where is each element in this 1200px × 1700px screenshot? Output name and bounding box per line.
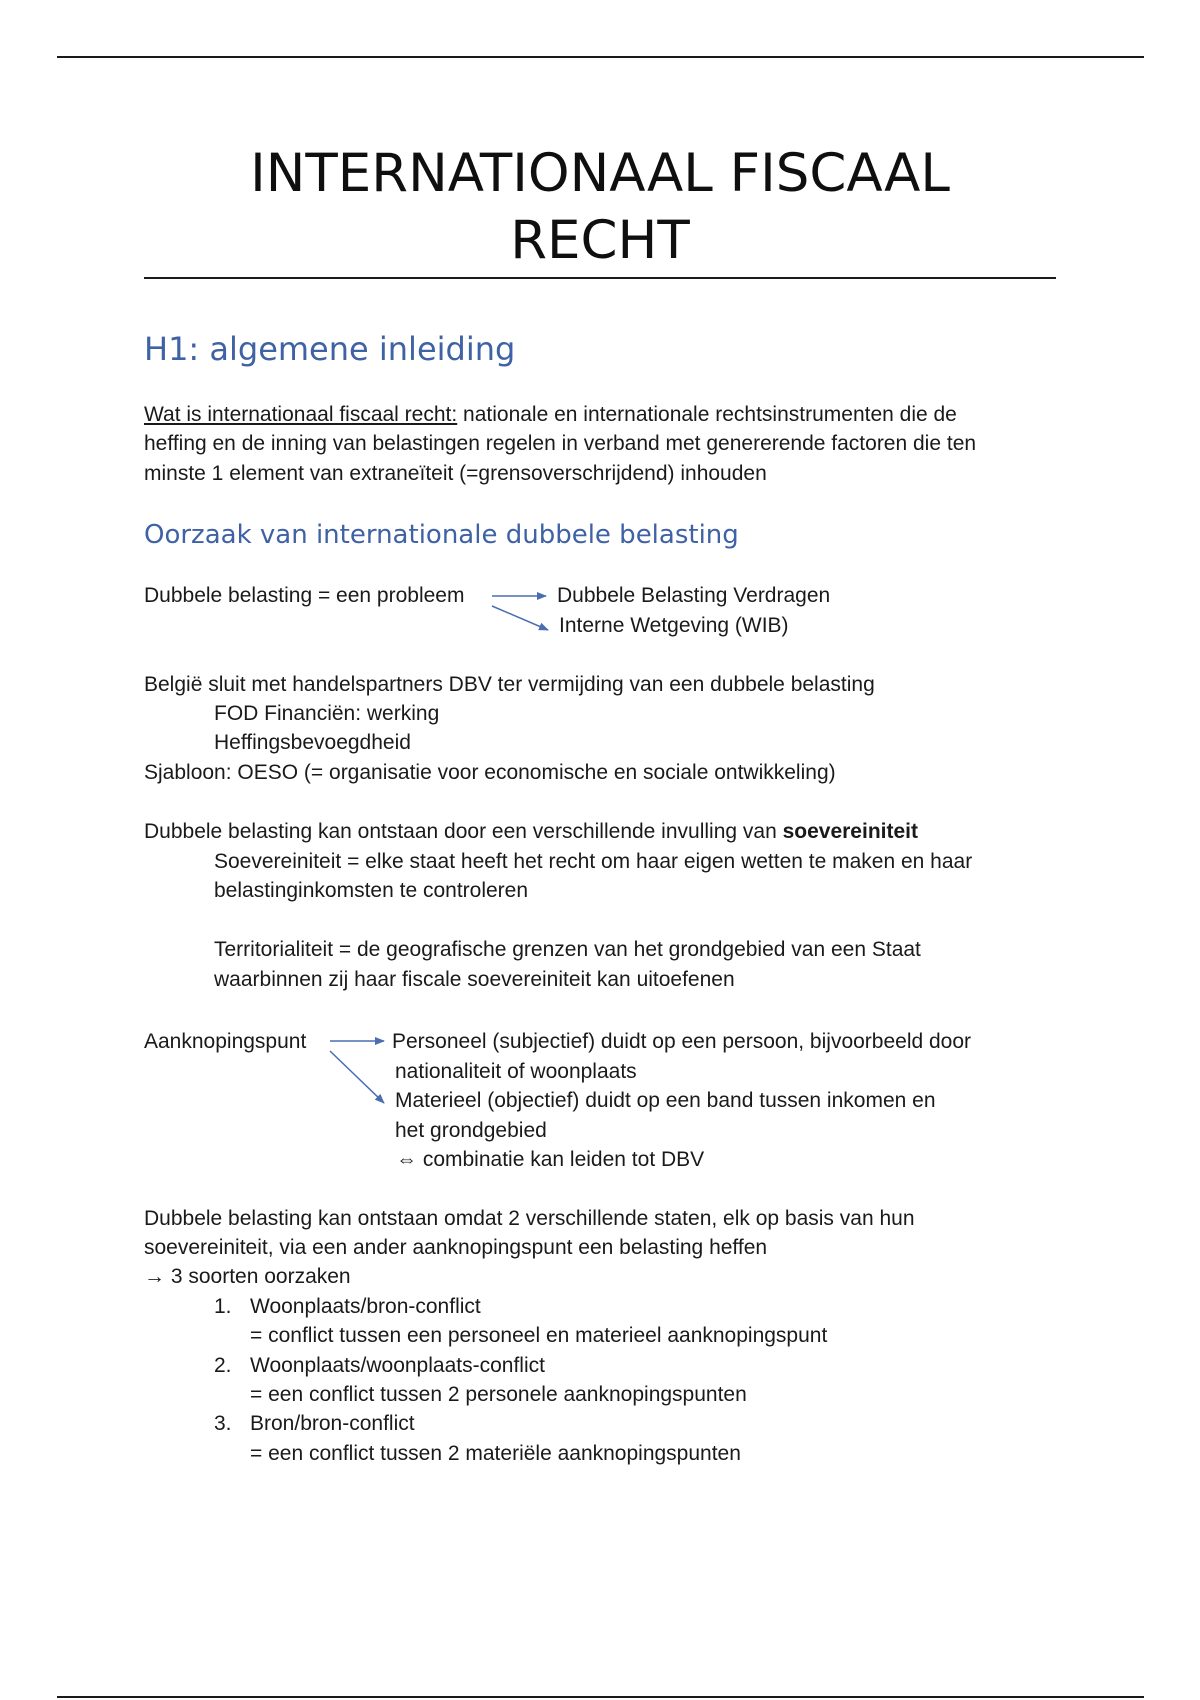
definition-line-1 [144,400,957,430]
oorzaak-1-title: Woonplaats/bron-conflict [250,1295,481,1318]
soevereiniteit-def-2: belastinginkomsten te controleren [214,879,529,902]
soevereiniteit-bold: soevereiniteit [782,820,918,843]
soevereiniteit-intro [144,817,918,847]
oorzaak-2-desc: = een conflict tussen 2 personele aanknopingspunten [250,1383,747,1406]
materieel-line-2: het grondgebied [395,1119,547,1142]
soevereiniteit-intro-text: Dubbele belasting kan ontstaan door een verschillende invulling van [144,820,783,843]
territorialiteit-def-2: waarbinnen zij haar fiscale soevereiniteit kan uitoefenen [214,968,735,991]
belgie-sub-1: FOD Financiën: werking [214,702,440,725]
wib-target: Interne Wetgeving (WIB) [559,614,789,637]
definition-line-2: heffing en de inning van belastingen regelen in verband met genererende factoren die ten [144,432,977,455]
personeel-line-2: nationaliteit of woonplaats [395,1060,637,1083]
oorzaak-3-title: Bron/bron-conflict [250,1412,415,1435]
title-line-2: RECHT [510,210,690,271]
oorzaak-2-title: Woonplaats/woonplaats-conflict [250,1354,545,1377]
oorzaken-intro-2: soevereiniteit, via een ander aanknopingspunt een belasting heffen [144,1236,768,1259]
arrow-to-wib [492,606,548,630]
oorzaak-1-num: 1. [214,1295,232,1318]
soevereiniteit-def-1: Soevereiniteit = elke staat heeft het recht om haar eigen wetten te maken en haar [214,850,973,873]
dubbele-belasting-label: Dubbele belasting = een probleem [144,584,465,607]
combinatie-line: ⇔ combinatie kan leiden tot DBV [396,1148,705,1171]
oorzaak-3-num: 3. [214,1412,232,1435]
page-top-rule [57,56,1144,58]
oorzaken-arrow-line: → 3 soorten oorzaken [144,1265,351,1288]
document-title [144,140,1056,274]
definition-term: Wat is internationaal fiscaal recht: [144,403,458,426]
materieel-line-1: Materieel (objectief) duidt op een band tussen inkomen en [395,1089,936,1112]
sjabloon-line: Sjabloon: OESO (= organisatie voor economische en sociale ontwikkeling) [144,761,836,784]
arrow-to-materieel [330,1051,384,1103]
aanknopingspunt-label: Aanknopingspunt [144,1030,307,1053]
page-bottom-rule [57,1696,1144,1698]
territorialiteit-def-1: Territorialiteit = de geografische grenzen van het grondgebied van een Staat [214,938,921,961]
chapter-heading: H1: algemene inleiding [144,330,516,368]
title-line-1: INTERNATIONAAL FISCAAL [250,143,950,204]
personeel-line-1: Personeel (subjectief) duidt op een persoon, bijvoorbeeld door [392,1030,972,1053]
definition-line-1-rest: nationale en internationale rechtsinstrumenten die de [457,403,957,426]
belgie-line: België sluit met handelspartners DBV ter vermijding van een dubbele belasting [144,673,875,696]
oorzaak-2-num: 2. [214,1354,232,1377]
dbv-target: Dubbele Belasting Verdragen [557,584,831,607]
definition-line-3: minste 1 element van extraneïteit (=grensoverschrijdend) inhouden [144,462,767,485]
oorzaak-3-desc: = een conflict tussen 2 materiële aanknopingspunten [250,1442,741,1465]
belgie-sub-2: Heffingsbevoegdheid [214,731,411,754]
section-heading: Oorzaak van internationale dubbele belasting [144,520,739,550]
title-underline-rule [144,277,1056,279]
oorzaken-intro-1: Dubbele belasting kan ontstaan omdat 2 verschillende staten, elk op basis van hun [144,1207,915,1230]
oorzaak-1-desc: = conflict tussen een personeel en materieel aanknopingspunt [250,1324,828,1347]
